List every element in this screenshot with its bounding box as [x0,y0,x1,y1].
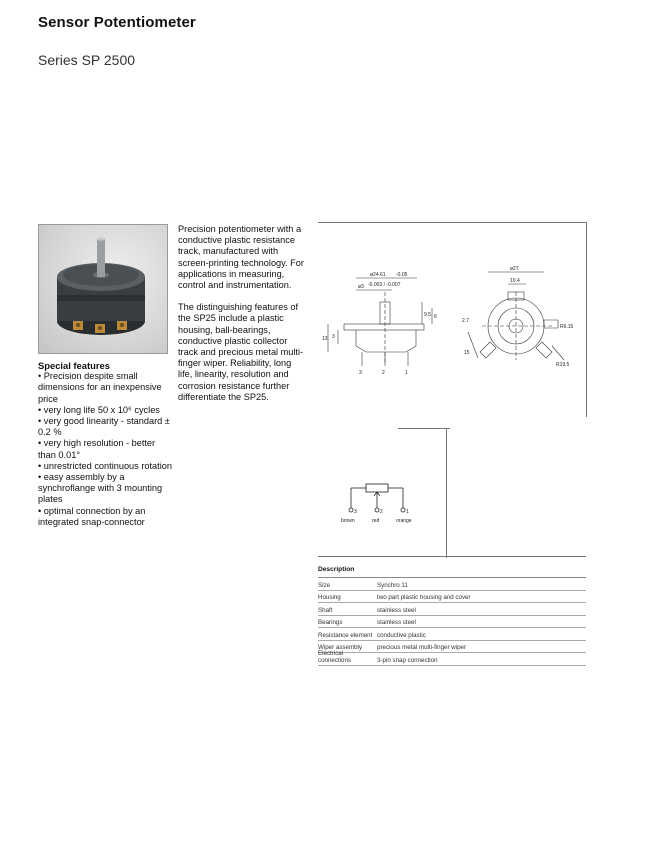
description-paragraph: The distinguishing features of the SP25 include a plastic housing, ball-bearings, conductive plastic collector track and precious metal multi-finger wiper. Reliability, long life, linearity, resolution and corrosion resistance further differentiate the SP25. [178,302,304,402]
spec-value: 3-pin snap connection [377,656,438,664]
wire-color-label: orange [396,518,412,524]
divider-bottom [318,556,586,557]
divider-right-vertical [586,222,587,417]
spec-key: Shaft [318,606,333,614]
dim-left-label: 2.7 [462,318,469,324]
dim-outer-tol-label: -0.05 [396,272,408,278]
product-description [178,224,308,414]
product-photo [38,224,168,354]
page-title: Sensor Potentiometer [38,14,196,31]
spec-value: stainless steel [377,619,416,626]
table-row [318,578,586,591]
schematic-pin-label: 1 [406,509,409,515]
spec-key: Bearings [318,619,343,626]
dim-flat-label: 10.4 [510,278,520,284]
wiring-schematic [336,478,426,524]
schematic-pin-label: 3 [354,509,357,515]
table-row [318,628,586,641]
dim-right-b-label: 6 [434,314,437,320]
dim-bottom-right-label: R19.5 [556,362,570,368]
special-features [38,360,173,528]
pin-label: 2 [382,370,385,376]
side-view-drawing [322,268,440,378]
feature-item: • easy assembly by a synchroflange with 3 mounting plates [38,472,163,505]
spec-key: Resistance element [318,631,373,639]
spec-value: conductive plastic [377,631,426,639]
description-paragraph: Precision potentiometer with a conductive plastic resistance track, manufactured with screen-printing technology. For applications in measuring, control and instrumentation. [178,224,304,291]
front-view-drawing [460,262,584,382]
feature-item: • Precision despite small dimensions for an inexpensive price [38,371,162,404]
feature-item: • optimal connection by an integrated snap-connector [38,505,146,527]
divider-top [318,222,586,223]
potentiometer-illustration [39,225,167,353]
wire-color-label: red [372,518,380,524]
table-row [318,603,586,616]
features-heading: Special features [38,360,110,371]
dim-right-a-label: 9.5 [424,312,431,318]
dim-shaft-tol-label: -0.003 / -0.007 [368,282,401,288]
pin-label: 1 [405,370,408,376]
dim-left-a-label: 13 [322,336,328,342]
pin-label: 3 [359,370,362,376]
page-subtitle: Series SP 2500 [38,52,136,68]
spec-key: Size [318,581,331,589]
spec-table [318,566,586,666]
spec-key: Housing [318,594,341,601]
dim-outer-label: ø24.61 [370,272,386,278]
dim-left-b-label: 3 [332,334,335,340]
feature-item: • very high resolution - better than 0.01° [38,438,156,460]
spec-value: precious metal multi-finger wiper [377,644,467,651]
dim-shaft-label: ø3 [358,284,364,290]
divider-schematic-vertical [446,428,447,558]
spec-heading: Description [318,566,586,578]
schematic-pin-label: 2 [380,509,383,515]
spec-key: Wiper assembly [318,644,363,651]
spec-value: Synchro 11 [377,581,408,589]
feature-item: • very long life 50 x 10⁶ cycles [38,404,160,415]
table-row [318,591,586,604]
spec-key: Electrical connections [318,649,352,664]
feature-item: • unrestricted continuous rotation [38,460,172,471]
table-row [318,616,586,629]
table-row [318,649,586,666]
dim-bottom-left-label: 15 [464,350,470,356]
spec-value: two part plastic housing and cover [377,594,471,601]
spec-value: stainless steel [377,606,416,614]
divider-schematic-top [398,428,450,429]
feature-item: • very good linearity - standard ± 0.2 % [38,416,170,438]
wire-color-label: brown [341,518,355,524]
dim-width-label: ø27 [510,266,519,272]
dim-right-label: R6.15 [560,324,574,330]
